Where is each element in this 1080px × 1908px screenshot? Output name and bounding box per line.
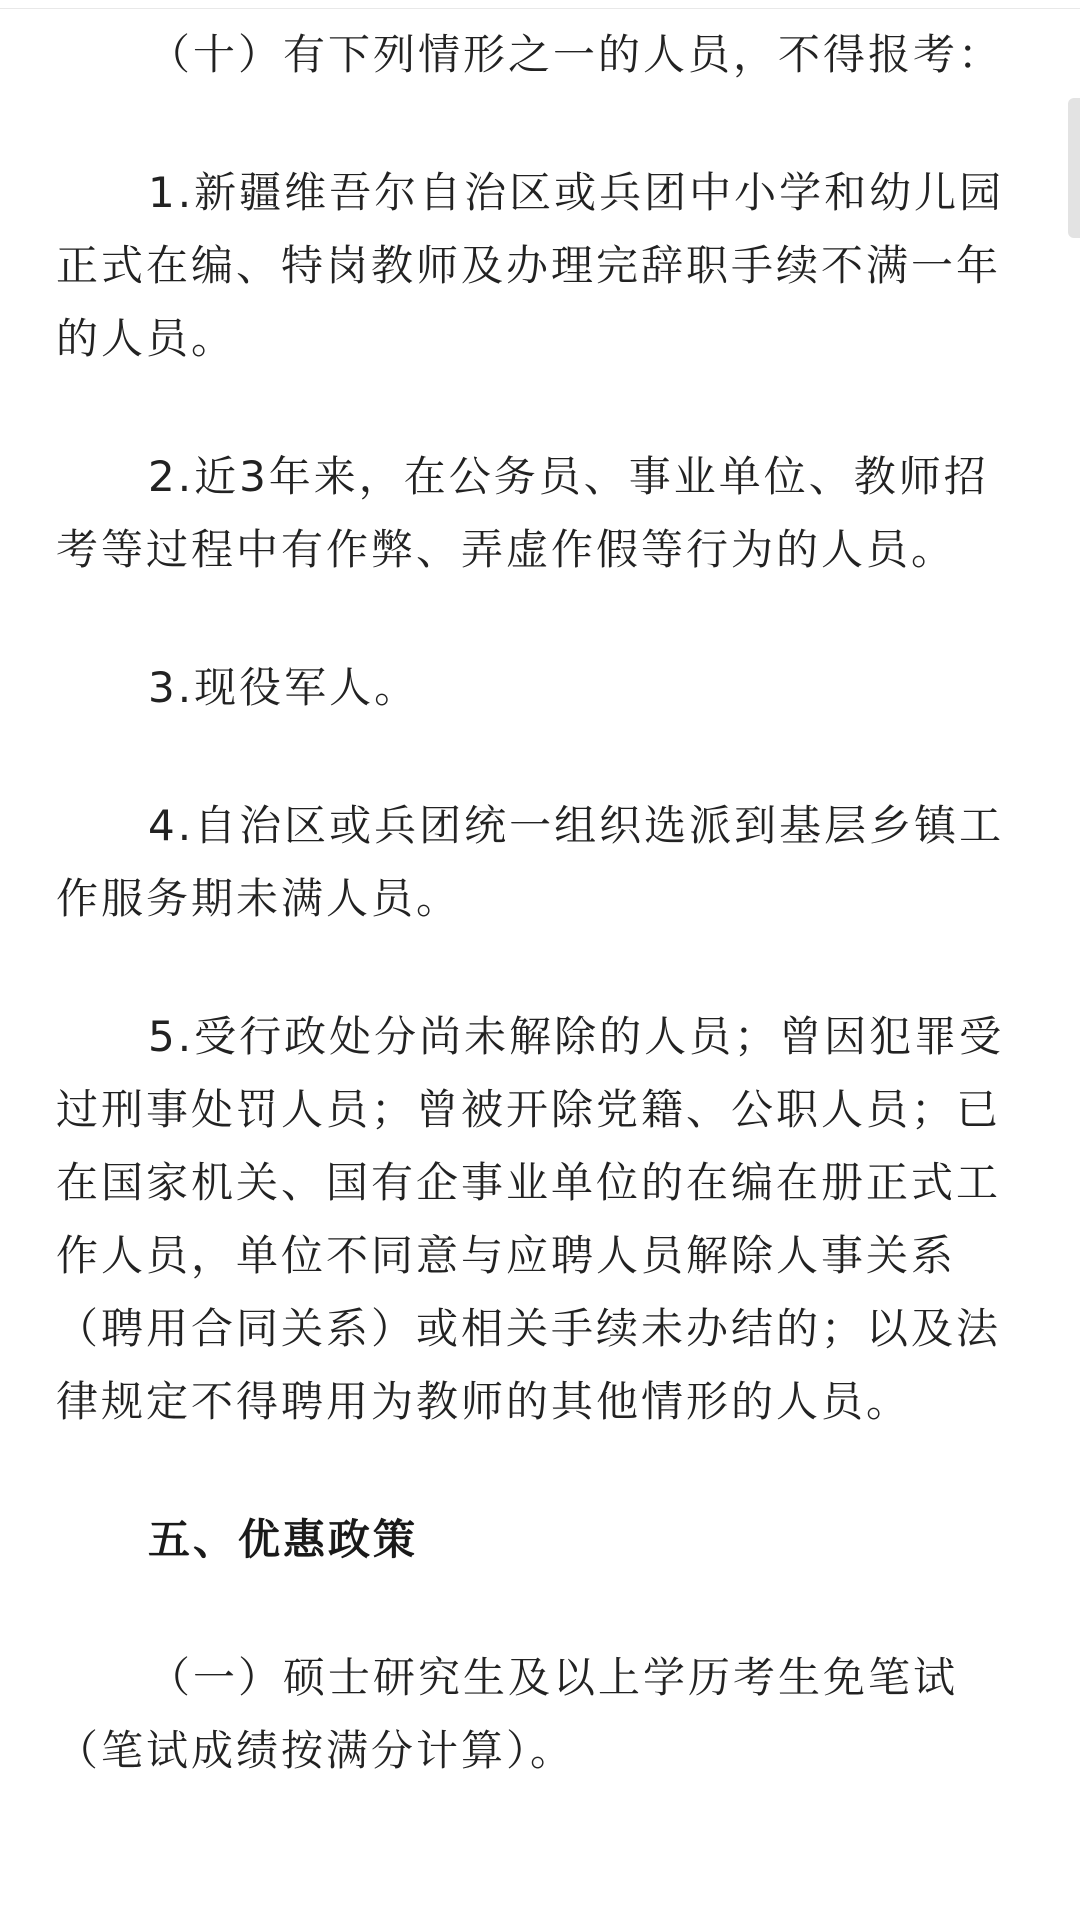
paragraph-item-5: 5.受行政处分尚未解除的人员；曾因犯罪受过刑事处罚人员；曾被开除党籍、公职人员；已在国家机关、国有企事业单位的在编在册正式工作人员，单位不同意与应聘人员解除人事关系（聘用合同关系）或相关手续未办结的；以及法律规定不得聘用为教师的其他情形的人员。 [56, 1012, 1005, 1426]
paragraph-item-2: 2.近3年来，在公务员、事业单位、教师招考等过程中有作弊、弄虚作假等行为的人员。 [56, 452, 989, 574]
paragraph-item-3: 3.现役军人。 [148, 663, 420, 712]
article-body [56, 18, 1026, 1787]
paragraph-policy-1: （一）硕士研究生及以上学历考生免笔试（笔试成绩按满分计算）。 [56, 1653, 959, 1775]
paragraph-item-1: 1.新疆维吾尔自治区或兵团中小学和幼儿园正式在编、特岗教师及办理完辞职手续不满一年的人员。 [56, 168, 1005, 363]
paragraph-item-4: 4.自治区或兵团统一组织选派到基层乡镇工作服务期未满人员。 [56, 801, 1005, 923]
section-heading: 五、优惠政策 [148, 1515, 419, 1564]
paragraph-ineligible-intro: （十）有下列情形之一的人员，不得报考： [148, 30, 1004, 79]
top-divider [0, 0, 1080, 9]
scrollbar-thumb[interactable] [1068, 98, 1080, 238]
